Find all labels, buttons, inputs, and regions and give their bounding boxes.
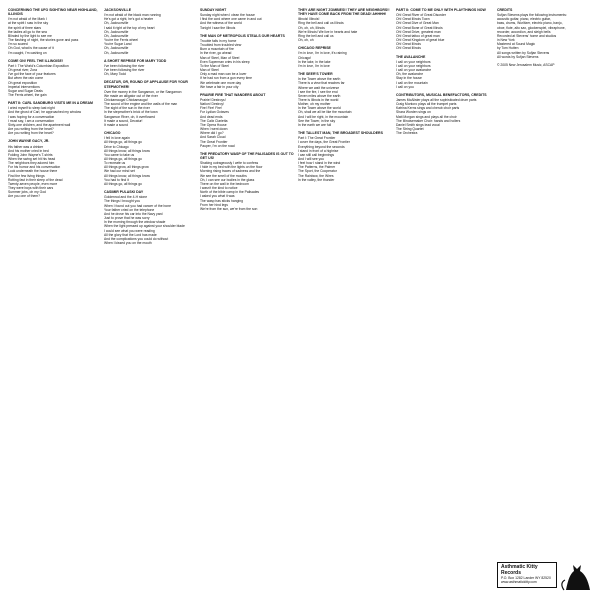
lyric-line: It made a sound: [104, 122, 128, 127]
lyric-line: The things I brought you: [104, 199, 141, 204]
lyric-line: Find the few living things: [8, 173, 45, 178]
lyric-line: Prairie! Destroys!: [200, 97, 226, 102]
song-block: [8, 139, 100, 198]
lyric-line: Shaking outrageously I write to confess: [200, 161, 259, 166]
lyric-line: Drive to Chicago: [104, 144, 129, 149]
lyric-line: Everything beyond the seconds: [298, 144, 345, 149]
lyric-line: The flashing of night, the stories gone and pass: [8, 38, 79, 43]
lyric-line: by Tom Hutten: [497, 46, 519, 51]
song-title: CHICAGO: [104, 131, 121, 136]
song-block: [104, 8, 196, 55]
lyric-line: You're the Ferris wheel: [104, 38, 138, 43]
song-title: THE MAN OF METROPOLIS STEALS OUR HEARTS: [200, 33, 285, 38]
lyric-line: Ring the bell and call us Illinois: [298, 21, 344, 26]
lyric-line: I hide in my bed with the lights on the floor: [200, 165, 263, 170]
lyric-line: Seven miles above the earth: [298, 93, 341, 98]
lyric-line: In the lake, in the lake: [298, 59, 331, 64]
lyric-line: The sight of the sun in the river: [104, 106, 150, 111]
lyric-line: We celebrate one more day: [200, 80, 242, 85]
lyric-line: Oh! Great Kingdom of great blue: [396, 38, 445, 43]
song-title: PART II: COME TO ME ONLY WITH PLAYTHINGS NOW: [396, 8, 486, 12]
lyric-line: Summer jobs, oh my God: [8, 190, 46, 195]
lyric-line: We're Illinois! We live in hearts and hate: [298, 29, 358, 34]
lyric-line: Oh, I can see our bodies in the glass: [200, 177, 255, 182]
lyric-line: I find the cord where one came in and out: [200, 17, 262, 22]
lyric-line: Imperial interventions: [8, 84, 40, 89]
lyric-line: I call on the mountain: [396, 80, 428, 85]
lyric-line: I've been following the river: [104, 63, 145, 68]
song-block: [8, 101, 100, 135]
lyric-line: We see the smell of the mouths: [200, 173, 247, 178]
lyric-line: recorder, accordion, and sleigh bells: [497, 29, 551, 34]
lyric-line: I'm not afraid of the black man running: [104, 13, 161, 18]
song-title: PART II: CARL SANDBURG VISITS ME IN A DREAM: [8, 101, 93, 106]
lyric-line: Oh, Jacksonville: [104, 33, 129, 38]
lyric-line: James McAlister plays all the sophisticated drum parts: [396, 97, 477, 102]
song-title: JACKSONVILLE: [104, 8, 132, 12]
lyric-line: Ring the bell and call us: [298, 33, 334, 38]
lyric-line: I call on your neighbors: [396, 59, 431, 64]
lyric-line: I'm caught, I'm cashing on: [8, 50, 47, 55]
lyric-line: I'm so scared: [8, 42, 28, 47]
lyric-line: Even Superman cries in his sleep: [200, 59, 250, 64]
lyric-line: Oh, shall we all be like the mountain: [298, 110, 352, 115]
lyric-line: I call on you: [396, 84, 414, 89]
lyric-line: I cover the days, the Great Frontier: [298, 140, 350, 145]
song-block: [104, 190, 196, 245]
lyric-line: Oh! Great tattoo of great man: [396, 33, 440, 38]
lyric-line: All things go, all things go: [104, 181, 142, 186]
lyric-line: In the Tower above the earth: [298, 77, 341, 82]
song-title: COME ON! FEEL THE ILLINOISE!: [8, 58, 63, 63]
lyric-line: We had our mind set: [104, 169, 135, 174]
lyric-line: Oh, the avalanche: [396, 72, 424, 77]
lyric-line: Are you writing from the heart?: [8, 127, 54, 132]
copyright-line: © 2005 New Jerusalem Music, ASCAP: [497, 62, 555, 67]
lyric-line: Katrina Kerns sings and cherub choir parts: [396, 106, 460, 111]
lyric-line: When I found out you had cancer of the bone: [104, 203, 171, 208]
lyric-line: at the spirit I saw in the sky: [8, 21, 49, 26]
lyric-line: There on the wall in the bedroom: [200, 181, 249, 186]
lyric-line: The Orchestra: [396, 131, 418, 136]
lyric-line: Oh great river, Zora: [8, 68, 37, 73]
lyric-line: I've got the face of your features: [8, 72, 56, 77]
lyric-line: And the ghost of Carl, he approached my window: [8, 110, 82, 115]
song-title: CHICAGO REPRISE: [298, 46, 331, 51]
lyric-line: Shara Worden sings on: [396, 110, 431, 115]
lyric-line: Recorded at Stevens' home and studios: [497, 33, 557, 38]
lyric-line: I've been following the river: [104, 68, 145, 73]
lyric-line: oboe, flute, alto sax, glockenspiel, vibraphone,: [497, 25, 566, 30]
lyric-line: His father was a drinker: [8, 144, 44, 149]
lyric-line: To the Man of Steel: [200, 63, 229, 68]
lyrics-column-4: [298, 8, 392, 186]
lyric-line: When I went down: [200, 127, 228, 132]
song-title: PRAIRIE FIRE THAT WANDERS ABOUT: [200, 92, 266, 97]
lyric-line: Oh! Great Illinois Town: [396, 17, 430, 22]
lyric-line: Sufjan Stevens plays the following instruments:: [497, 13, 567, 18]
lyric-line: Nation! Destroy!: [200, 102, 224, 107]
lyric-line: I said it right at the top of my heart: [104, 25, 155, 30]
lyric-line: I'm in love, I'm in love: [298, 63, 330, 68]
lyric-line: From her hind legs: [200, 202, 228, 207]
lyric-line: I was hoping for a conversation: [8, 114, 55, 119]
lyric-line: North of the bible camp in the Palisades: [200, 190, 260, 195]
lyric-line: I'm not afraid of the Mark I: [8, 17, 47, 22]
song-block: [396, 55, 492, 89]
lyric-line: the spirit of three stars: [8, 25, 42, 30]
lyric-line: Oh! Great Illinois: [396, 42, 421, 47]
lyric-line: Daniel Smith sings lead vocal: [396, 122, 440, 127]
lyric-line: Sugar and Sugar Deals: [8, 88, 43, 93]
lyric-line: Just to prove that he was sorry: [104, 216, 150, 221]
lyric-line: If he had run from a gun every time: [200, 76, 253, 81]
lyric-line: the ladies all go to the sea: [8, 29, 47, 34]
lyric-line: The Great Frontier: [200, 139, 228, 144]
song-title: CREDITS: [497, 8, 513, 12]
lyrics-column-2: [104, 8, 196, 249]
lyric-line: I cried myself to sleep last night: [8, 106, 55, 111]
lyric-line: All things go, all things go: [104, 140, 142, 145]
lyric-line: Part I: The World's Columbian Exposition: [8, 63, 69, 68]
lyric-line: When the light pressed up against your shoulder blade: [104, 224, 185, 229]
lyric-line: Illinois! Illinois!: [298, 17, 320, 22]
lyric-line: And his mother cried in bed: [8, 148, 49, 153]
lyric-line: All things know, all things know: [104, 148, 150, 153]
song-title: CONTRIBUTORS, MUSICAL BENEFACTORS, CREDITS: [396, 92, 487, 97]
lyric-line: I must say, I am a conversation: [8, 118, 55, 123]
lyric-line: I could see what you were reading: [104, 228, 155, 233]
lyric-line: I asked you what it was: [200, 194, 235, 199]
song-title: THEY ARE NIGHT ZOMBIES!! THEY ARE NEIGHBORS!! THEY HAVE COME BACK FROM THE DEAD! AHHHH!: [298, 8, 390, 17]
lyric-line: And dead ends: [200, 114, 223, 119]
lyric-line: Pauper, I'm on the road: [200, 143, 235, 148]
lyric-line: Where we wait the universe: [298, 85, 340, 90]
lyric-line: in New York: [497, 38, 515, 43]
label-address: P.O. Box 1282 Lander WY 82520: [501, 576, 551, 581]
song-title: CASIMIR PULASKI DAY: [104, 190, 144, 195]
lyric-line: I'm in love, I'm in love, it's raining: [298, 51, 347, 56]
lyric-line: Oh God, what is the cause of it: [8, 46, 54, 51]
lyric-line: It made a sound, Decatur!: [104, 118, 143, 123]
lyric-line: Part I: The Great Frontier: [298, 136, 336, 141]
lyric-line: Oh! Great Bone of Great Illinois: [396, 25, 443, 30]
song-title: DECATUR, OR, ROUND OF APPLAUSE FOR YOUR STEPMOTHER!: [104, 80, 188, 89]
lyric-line: All the glory that the Lord has made: [104, 232, 157, 237]
lyrics-column-6: [497, 8, 593, 67]
song-block: [200, 152, 294, 211]
song-title: THE SEER'S TOWER: [298, 72, 333, 77]
lyric-line: Chickamauga! Chickamauga!: [104, 97, 148, 102]
song-block: [8, 59, 100, 97]
song-title: JOHN WAYNE GACY, JR.: [8, 139, 50, 144]
lyric-line: See the Tower, in the sky: [298, 118, 336, 123]
lyric-line: And I will see you: [298, 157, 325, 161]
lyric-line: All words by Sufjan Stevens: [497, 54, 539, 59]
lyric-line: I see the fire, I see the end: [298, 89, 338, 94]
lyric-line: Sangamon River, oh, it overflowed: [104, 114, 155, 119]
lyric-line: In the valley, the thunder: [298, 177, 335, 182]
lyric-line: All things know, all things know: [104, 173, 150, 178]
lyric-line: Man of Steel, Man of Steel: [200, 55, 240, 60]
song-block: [200, 34, 294, 89]
lyric-line: And the witness of the world: [200, 21, 242, 26]
lyric-line: You came to take us: [104, 152, 135, 157]
song-block: [8, 8, 100, 55]
lyric-line: And he drove his car into the Navy yard: [104, 211, 163, 216]
lyric-line: There is Illinois in the world: [298, 97, 339, 102]
lyric-line: Stay in the house: [396, 76, 422, 81]
lyric-line: He's got a right, he's got a heater: [104, 17, 154, 22]
lyric-line: Sixty-one children, and the apartment wall: [8, 122, 71, 127]
lyric-line: The Calix Clarietta: [200, 118, 228, 123]
song-block: [396, 8, 492, 51]
song-block: [104, 80, 196, 127]
lyrics-column-3: [200, 8, 294, 215]
lyric-line: You had to find it: [104, 177, 129, 182]
lyric-line: Oh, oh, oh, Illinois: [298, 25, 325, 30]
lyric-line: Your father cried on the telephone: [104, 207, 155, 212]
lyric-line: Craig Montoro plays all the trumpet parts: [396, 102, 457, 107]
song-title: THE PREDATORY WASP OF THE PALISADES IS OUT TO GET US!: [200, 151, 294, 160]
lyric-line: But when the rain come: [8, 76, 44, 81]
lyric-line: When the swing set hit his head: [8, 157, 56, 161]
lyric-line: In the Tower above the world: [298, 106, 341, 111]
lyric-line: Burn a mountain of fire: [200, 47, 234, 52]
song-block: [497, 8, 593, 59]
lyric-line: Oh! Great Dive of Great Man: [396, 21, 439, 26]
lyric-line: In the river, go ahead: [200, 51, 232, 56]
lyric-line: Trouble falls in my home: [200, 38, 237, 43]
lyric-line: The Patterns, the Palmer: [298, 165, 336, 170]
lyric-line: Oh, Jacksonville: [104, 50, 129, 55]
lyric-line: For Lydian Octaves: [200, 110, 229, 115]
lyric-line: Matt Morgan sings and plays all the choir: [396, 114, 457, 119]
lyric-line: Oh! Great Illinois: [396, 46, 421, 51]
lyric-line: Oh! Great Drive, greatest man: [396, 29, 441, 34]
lyric-line: You're Sugar Land: [104, 42, 132, 47]
lyric-line: The String Quartet: [396, 127, 424, 132]
lyric-line: I call on your neighbors: [396, 63, 431, 68]
lyric-line: I stand in front of a highrise: [298, 148, 339, 153]
lyric-line: I call on your avalanche: [396, 68, 432, 73]
lyric-line: The neighbors they adored him: [8, 161, 55, 166]
lyric-line: Fire! Fire! Fire!: [200, 106, 222, 111]
lyric-line: The Illinoisemaker Choir: hands and hollers: [396, 118, 461, 123]
song-block: [200, 8, 294, 30]
song-title: SUNDAY NIGHT: [200, 8, 227, 12]
lyric-line: I feel how I stand in the wind: [298, 161, 341, 166]
lyric-line: Mastered at Sound Magic: [497, 42, 536, 47]
lyric-line: We have a fair in your city: [200, 84, 239, 89]
song-block: [298, 131, 392, 182]
lyric-line: Oh! Great River of Great Disorder: [396, 13, 446, 18]
lyric-line: Over the money in the Sangamon, or the Sangamon: [104, 89, 182, 94]
lyric-line: For his humor and his conversation: [8, 165, 61, 170]
lyric-line: All songs written by Sufjan Stevens: [497, 50, 550, 55]
lyric-line: The Opera House: [200, 122, 227, 127]
song-title: THE AVALANCHE: [396, 54, 426, 59]
lyric-line: Oh great exposition: [8, 80, 37, 85]
lyric-line: Chicago!: [298, 55, 312, 60]
song-block: [200, 93, 294, 148]
lyric-line: When I kissed you on the mouth: [104, 240, 152, 245]
lyric-line: They were boys with their cars: [8, 186, 54, 191]
lyric-line: And I will be right, in the mountain: [298, 114, 349, 119]
label-website: www.asthmatickitty.com: [501, 580, 537, 585]
song-title: A SHORT REPRISE FOR MARY TODD: [104, 58, 167, 63]
lyric-line: Where did I go?: [200, 131, 224, 136]
lyric-line: The sound of the engine and the walls of the man: [104, 102, 178, 107]
lyric-line: Only a mad man can be a lover: [200, 72, 247, 77]
lyric-line: The Ferris wheel, the gain: [8, 92, 47, 97]
lyric-line: Oh, oh, oh: [298, 38, 314, 43]
lyric-line: Man of Steel: [200, 68, 219, 73]
lyric-line: Mother, oh my mother: [298, 102, 331, 107]
lyric-line: To recreate us: [104, 161, 126, 166]
lyric-line: Rotting fast in their sleep of the dead: [8, 177, 63, 182]
lyric-line: bass, drums, Wurlitzer, electric piano, banjo,: [497, 21, 563, 26]
lyrics-column-1: [8, 8, 100, 203]
song-block: [104, 59, 196, 77]
song-title: CONCERNING THE UFO SIGHTING NEAR HIGHLAND, ILLINOIS: [8, 8, 98, 17]
lyric-line: I fell in love again: [104, 136, 130, 141]
song-block: [298, 46, 392, 68]
song-block: [104, 131, 196, 186]
song-block: [298, 8, 392, 42]
cat-icon: [560, 560, 594, 592]
lyric-line: We made an alligator out of the river: [104, 93, 158, 98]
lyric-line: The wasp has sticks hanging: [200, 198, 243, 203]
label-name: Asthmatic Kitty Records: [501, 564, 538, 576]
song-title: THE TALLEST MAN, THE BROADEST SHOULDERS: [298, 131, 383, 136]
lyric-line: Sunday night when I clean the house: [200, 13, 255, 18]
lyric-line: The Rainbow, the Wires: [298, 173, 334, 178]
lyric-line: Oh, Mary Todd: [104, 72, 126, 77]
lyric-line: Look underneath the house there: [8, 169, 58, 174]
lyric-line: In the stepmother's brick of the town: [104, 110, 158, 115]
lyrics-column-5: [396, 8, 492, 139]
lyric-line: And the complications you could do without: [104, 236, 169, 241]
lyric-line: Are you writing from the heart?: [8, 131, 54, 136]
lyric-line: Oh, Jacksonville: [104, 29, 129, 34]
lyric-line: Twenty-seven people, even more: [8, 181, 58, 186]
lyric-line: Blinded by the light to see me: [8, 33, 52, 38]
song-block: [298, 72, 392, 127]
lyric-line: In the earth we are full: [298, 122, 332, 127]
lyric-line: Are you one of them?: [8, 194, 40, 199]
song-block: [396, 93, 492, 136]
lyric-line: There is a view that reaches far: [298, 81, 345, 86]
lyric-line: Troubled from troubled view: [200, 43, 242, 48]
lyric-line: Tonight I saw the Illinois: [200, 25, 236, 30]
lyric-line: Oh, Jacksonville: [104, 46, 129, 51]
lyric-line: All things go, all things go: [104, 157, 142, 161]
lyric-line: I can still call beginnings: [298, 152, 335, 157]
label-logo-box: [497, 562, 557, 588]
lyric-line: In the morning through the window shade: [104, 220, 166, 225]
lyric-line: Oh, Jacksonville: [104, 21, 129, 26]
lyric-line: Folding John Wayne's T-shirts: [8, 152, 53, 157]
lyric-line: And Sarah Cloud: [200, 135, 226, 140]
lyric-line: Morning rising traces of sadness and the: [200, 169, 261, 174]
lyric-line: Goldenrod and the 4-H stone: [104, 195, 148, 200]
lyric-line: The Sport, the Cooperator: [298, 169, 337, 174]
lyric-line: acoustic guitar, piano, electric guitar,: [497, 17, 551, 22]
lyric-line: All things grow, all things grow: [104, 165, 149, 170]
lyric-line: I wasn't the kind to notice: [200, 186, 238, 191]
lyric-line: We're from the sun, we're from the son: [200, 206, 258, 211]
